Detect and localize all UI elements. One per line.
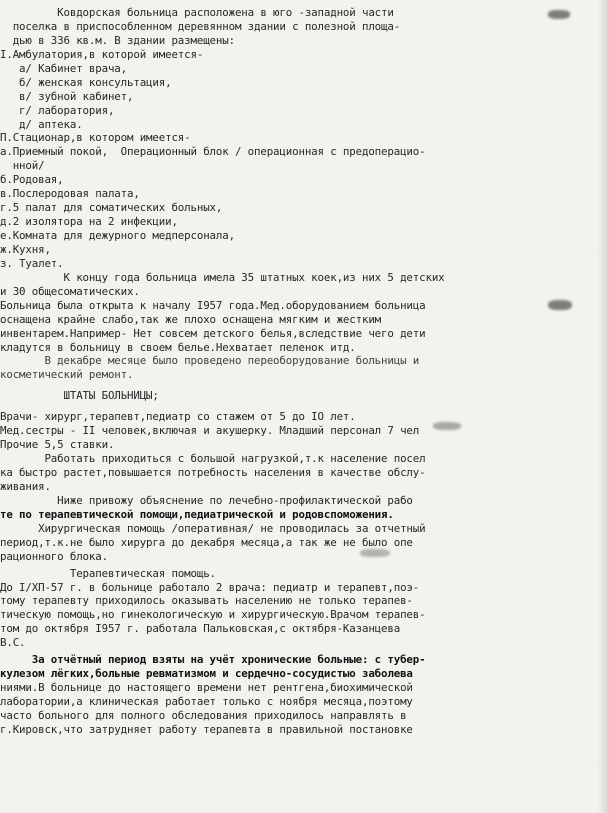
text-line: часто больного для полного обследования приходилось направлять в xyxy=(0,708,407,722)
section-heading: I.Амбулатория,в которой имеется- xyxy=(0,47,204,61)
list-item: г.5 палат для соматических больных, xyxy=(0,201,223,215)
text-line: За отчётный период взяты на учёт хронические больные: с тубер- xyxy=(0,653,426,667)
text-line: Ковдорская больница расположена в юго -западной части xyxy=(0,6,394,19)
text-line: инвентарем.Например- Нет совсем детского белья,вследствие чего дети xyxy=(0,326,426,340)
ink-smudge xyxy=(548,300,572,310)
text-line: Ниже привожу объяснение по лечебно-профилактической рабо xyxy=(0,493,413,507)
text-line: кладутся в больницу в своем белье.Нехватает пеленок итд. xyxy=(0,340,356,354)
text-line: поселка в приспособленном деревянном здании с полезной площа- xyxy=(0,19,401,33)
text-line: Прочие 5,5 ставки. xyxy=(0,438,115,452)
text-line: косметический ремонт. xyxy=(0,368,134,382)
text-line: живания. xyxy=(0,479,51,493)
text-line: К концу года больница имела 35 штатных коек,из них 5 детских xyxy=(0,270,445,284)
list-item: г/ лаборатория, xyxy=(0,103,115,117)
text-line: период,т.к.не было хирурга до декабря месяца,а так же не было опе xyxy=(0,535,413,549)
list-item: а.Приемный покой, Операционный блок / операционная с предоперацио- xyxy=(0,145,426,159)
list-item: д/ аптека. xyxy=(0,117,83,131)
text-line: тому терапевту приходилось оказывать населению не только терапев- xyxy=(0,594,413,608)
section-title: ШТАТЫ БОЛЬНИЦЫ; xyxy=(0,389,159,403)
text-line: том до октября I957 г. работала Пальковская,с октября-Казанцева xyxy=(0,622,401,636)
list-item: ж.Кухня, xyxy=(0,242,51,256)
text-line: Больница была открыта к началу I957 года.Мед.оборудованием больница xyxy=(0,298,426,312)
section-title: Терапевтическая помощь. xyxy=(0,566,216,580)
text-line: Хирургическая помощь /оперативная/ не проводилась за отчетный xyxy=(0,521,426,535)
text-line: кулезом лёгких,больные ревматизмом и сердечно-сосудистыо заболева xyxy=(0,667,413,681)
text-line: Врачи- хирург,терапевт,педиатр со стажем от 5 до IO лет. xyxy=(0,410,356,424)
text-line: лаборатории,а клиническая работает только с ноября месяца,поэтому xyxy=(0,695,413,708)
text-line: ка быстро растет,повышается потребность населения в качестве обслу- xyxy=(0,466,426,479)
text-line: те по терапевтической помощи,педиатрической и родовспоможения. xyxy=(0,507,394,521)
list-item: б.Родовая, xyxy=(0,173,64,187)
typewritten-text xyxy=(0,6,607,737)
list-item: в.Послеродовая палата, xyxy=(0,187,140,201)
list-item: в/ зубной кабинет, xyxy=(0,89,134,103)
list-item: а/ Кабинет врача, xyxy=(0,61,128,75)
text-line: Работать приходиться с большой нагрузкой,т.к население посел xyxy=(0,452,426,466)
text-line: тическую помощь,но гинекологическую и хирургическую.Врачом терапев- xyxy=(0,608,426,622)
list-item: з. Туалет. xyxy=(0,256,64,270)
spacer xyxy=(0,403,607,410)
text-line: и 30 общесоматических. xyxy=(0,284,140,298)
text-line: оснащена крайне слабо,так же плохо оснащена мягким и жестким xyxy=(0,312,382,326)
list-item: е.Комната для дежурного медперсонала, xyxy=(0,229,235,242)
list-item: нной/ xyxy=(0,159,45,173)
ink-smudge xyxy=(360,549,390,557)
text-line: г.Кировск,что затрудняет работу терапевта в правильной постановке xyxy=(0,722,413,736)
list-item: б/ женская консультация, xyxy=(0,75,172,89)
page-edge-shadow xyxy=(597,0,607,813)
text-line: рационного блока. xyxy=(0,549,108,563)
text-line: дью в 336 кв.м. В здании размещены: xyxy=(0,33,235,47)
list-item: д.2 изолятора на 2 инфекции, xyxy=(0,215,178,229)
text-line: В декабре месяце было проведено переоборудование больницы и xyxy=(0,354,420,368)
section-heading: П.Стационар,в котором имеется- xyxy=(0,131,191,145)
text-line: В.С. xyxy=(0,636,26,650)
text-line: ниями.В больнице до настоящего времени нет рентгена,биохимической xyxy=(0,681,413,695)
ink-smudge xyxy=(433,422,461,430)
ink-smudge xyxy=(548,10,570,19)
spacer xyxy=(0,382,607,389)
text-line: До I/XП-57 г. в больнице работало 2 врача: педиатр и терапевт,поэ- xyxy=(0,580,420,594)
text-line: Мед.сестры - II человек,включая и акушерку. Младший персонал 7 чел xyxy=(0,424,420,438)
